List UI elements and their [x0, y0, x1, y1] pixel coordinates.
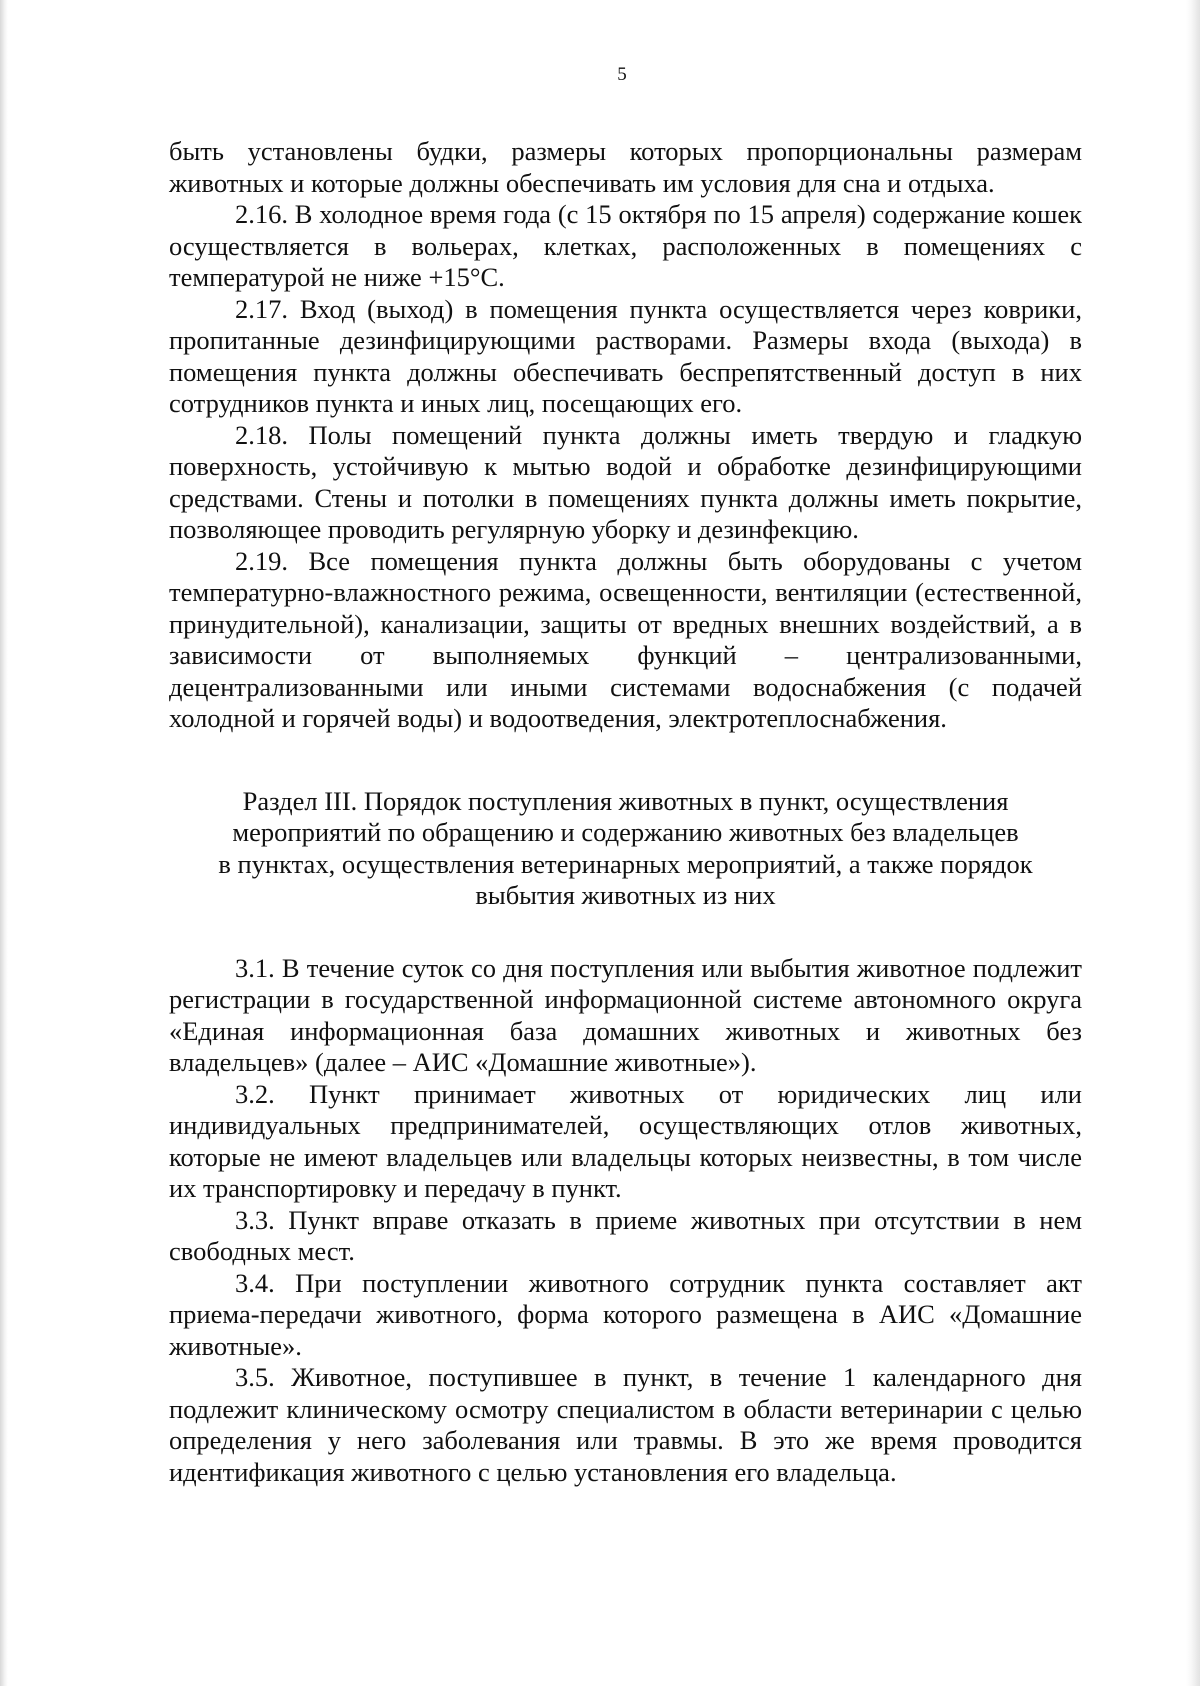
paragraph-2-16: 2.16. В холодное время года (с 15 октября по 15 апреля) содержание кошек осуществляется в вольерах, клетках, расположенных в помещениях с температурой не ниже +15°С. [169, 199, 1082, 292]
section-heading-line: мероприятий по обращению и содержанию животных без владельцев [232, 817, 1019, 847]
paragraph-3-2: 3.2. Пункт принимает животных от юридических лиц или индивидуальных предпринимателей, осуществляющих отлов животных, которые не имеют владельцев или владельцы которых неизвестны, в том числе их транспортировку и передачу в пункт. [169, 1078, 1082, 1203]
document-body [169, 136, 1082, 1488]
section-heading-line: Раздел III. Порядок поступления животных в пункт, осуществления [242, 785, 1009, 816]
paragraph-3-1: 3.1. В течение суток со дня поступления или выбытия животное подлежит регистрации в государственной информационной системе автономного округа «Единая информационная база домашних животных и животных без владельцев» (далее – АИС «Домашние животные»). [169, 952, 1082, 1077]
scan-edge-left [0, 0, 8, 1686]
paragraph-2-19: 2.19. Все помещения пункта должны быть оборудованы с учетом температурно-влажностного режима, освещенности, вентиляции (естественной, принудительной), канализации, защиты от вредных внешних воздействий, а в зависимости от выполняемых функций – централизованными, децентрализованными или иными системами водоснабжения (с подачей холодной и горячей воды) и водоотведения, электротеплоснабжения. [169, 545, 1082, 733]
paragraph-3-4: 3.4. При поступлении животного сотрудник пункта составляет акт приема-передачи животного, форма которого размещена в АИС «Домашние животные». [169, 1267, 1082, 1361]
scan-edge-right [1186, 0, 1200, 1686]
paragraph-3-3: 3.3. Пункт вправе отказать в приеме животных при отсутствии в нем свободных мест. [169, 1204, 1082, 1266]
section-heading-line: в пунктах, осуществления ветеринарных мероприятий, а также порядок [218, 848, 1033, 879]
page-number: 5 [617, 64, 627, 85]
paragraph-3-5: 3.5. Животное, поступившее в пункт, в течение 1 календарного дня подлежит клиническому осмотру специалистом в области ветеринарии с целью определения у него заболевания или травмы. В это же время проводится идентификация животного с целью установления его владельца. [169, 1362, 1082, 1487]
paragraph-2-18: 2.18. Полы помещений пункта должны иметь твердую и гладкую поверхность, устойчивую к мытью водой и обработке дезинфицирующими средствами. Стены и потолки в помещениях пункта должны иметь покрытие, позволяющее проводить регулярную уборку и дезинфекцию. [169, 419, 1082, 544]
section-heading-line: выбытия животных из них [475, 880, 776, 910]
section-heading [169, 786, 1082, 912]
paragraph-2-17: 2.17. Вход (выход) в помещения пункта осуществляется через коврики, пропитанные дезинфицирующими растворами. Размеры входа (выхода) в помещения пункта должны обеспечивать беспрепятственный доступ в них сотрудников пункта и иных лиц, посещающих его. [169, 293, 1082, 418]
paragraph-continuation: быть установлены будки, размеры которых пропорциональны размерам животных и которые должны обеспечивать им условия для сна и отдыха. [169, 136, 1082, 198]
